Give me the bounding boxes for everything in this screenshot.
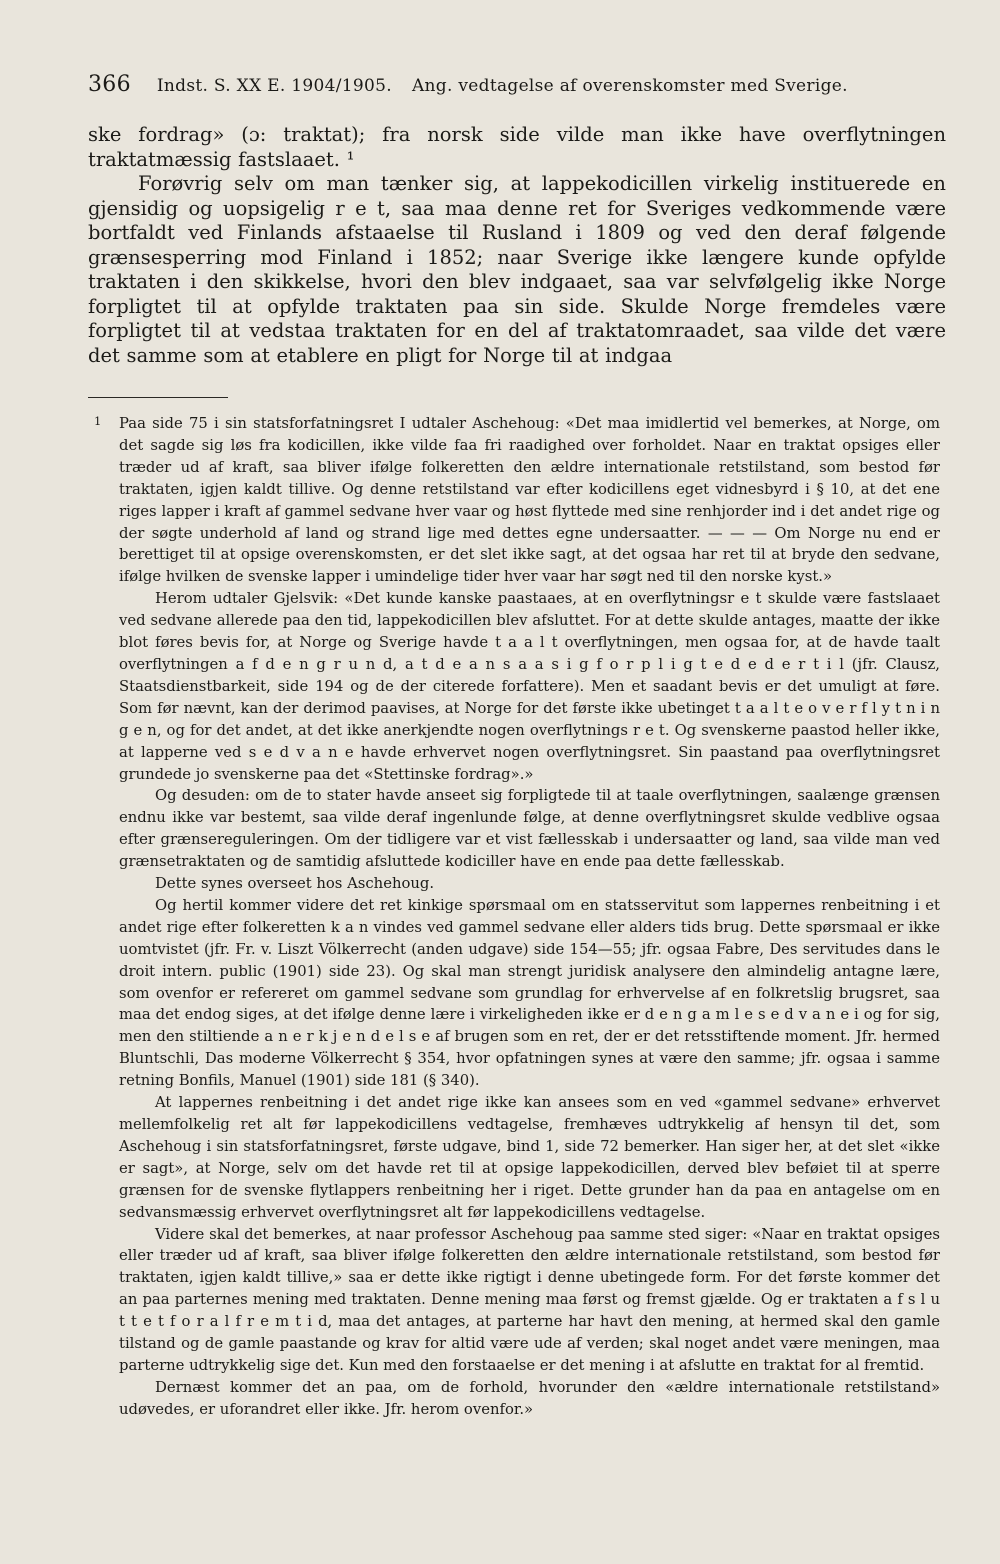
body-paragraph-2: Forøvrig selv om man tænker sig, at lappekodicillen virkelig instituerede en gjensidig og uopsigelig r e t, saa maa denne ret for Sveriges vedkommende være bortfaldt ved Finlands afstaaelse til Rusland i 1809 og ved den deraf følgende grænsesperring mod Finland i 1852; naar Sverige ikke længere kunde opfylde traktaten i den skikkelse, hvori den blev indgaaet, saa var selvfølgelig ikke Norge forpligtet til at opfylde traktaten paa sin side. Skulde Norge fremdeles være forpligtet til at vedstaa traktaten for en del af traktatomraadet, saa vilde det være det samme som at etablere en pligt for Norge til at indgaa [88, 172, 946, 367]
footnote-paragraph-7: Videre skal det bemerkes, at naar professor Aschehoug paa samme sted siger: «Naar en traktat opsiges eller træder ud af kraft, saa bliver ifølge folkeretten den ældre internationale retstilstand, som bestod før traktaten, igjen kaldt tillive,» saa er dette ikke rigtigt i denne ubetingede form. For det første kommer det an paa parternes mening med traktaten. Denne mening maa først og fremst gjælde. Og er traktaten a f s l u t t e t f o r a l f r e m t i d, maa det antages, at parterne har havt den mening, at hermed skal den gamle tilstand og de gamle paastande og krav for altid være ude af verden; skal noget andet være meningen, maa parterne udtrykkelig sige det. Kun med den forstaaelse er det mening i at afslutte en traktat for al fremtid. [119, 1225, 940, 1374]
footnote-marker: 1 [94, 414, 102, 428]
publication-title: Indst. S. XX E. 1904/1905. [156, 76, 392, 96]
footnote-divider [88, 397, 228, 398]
footnote-paragraph-3: Og desuden: om de to stater havde anseet sig forpligtede til at taale overflytningen, saalænge grænsen endnu ikke var bestemt, saa vilde deraf ingenlunde følge, at denne overflytningsret skulde vedblive ogsaa efter grænsereguleringen. Om der tidligere var et vist fællesskab i undersaatter og land, saa vilde man ved grænsetraktaten og de samtidig afsluttede kodiciller have en ende paa dette fællesskab. [119, 787, 940, 871]
footnote-paragraph-1 [88, 413, 940, 588]
page-number: 366 [88, 72, 131, 97]
footnote-paragraph-1-text: Paa side 75 i sin statsforfatningsret I udtaler Aschehoug: «Det maa imidlertid vel bemerkes, at Norge, om det sagde sig løs fra kodicillen, ikke vilde faa fri raadighed over forholdet. Naar en traktat opsiges eller træder ud af kraft, saa bliver ifølge folkeretten den ældre internationale retstilstand, som bestod før traktaten, igjen kaldt tillive. Og denne retstilstand var efter kodicillens eget vidnesbyrd i § 10, at det ene riges lapper i kraft af gammel sedvane hver vaar og høst flyttede med sine renhjorder ind i det andet rige og der søgte underhold af land og strand lige med dettes egne undersaatter. — — — Om Norge nu end er berettiget til at opsige overenskomsten, er det slet ikke sagt, at det ogsaa har ret til at bryde den sedvane, ifølge hvilken de svenske lapper i umindelige tider hver vaar har søgt ned til den norske kyst.» [119, 415, 940, 586]
main-text [88, 123, 946, 368]
footnote-paragraph-4: Dette synes overseet hos Aschehoug. [155, 875, 435, 893]
footnote-paragraph-8: Dernæst kommer det an paa, om de forhold, hvorunder den «ældre internationale retstilstand» udøvedes, er uforandret eller ikke. Jfr. herom ovenfor.» [119, 1378, 940, 1418]
running-head: Ang. vedtagelse af overenskomster med Sverige. [411, 76, 848, 96]
running-header [88, 72, 918, 97]
footnote-paragraph-5: Og hertil kommer videre det ret kinkige spørsmaal om en statsservitut som lappernes renbeitning i et andet rige efter folkeretten k a n vindes ved gammel sedvane eller alders tids brug. Dette spørsmaal er ikke uomtvistet (jfr. Fr. v. Liszt Völkerrecht (anden udgave) side 154—55; jfr. ogsaa Fabre, Des servitudes dans le droit intern. public (1901) side 23). Og skal man strengt juridisk analysere den almindelig antagne lære, som ovenfor er refereret om gammel sedvane som grundlag for erhvervelse af en folkretslig brugsret, saa maa det endog siges, at det ifølge denne lære i virkeligheden ikke er d e n g a m l e s e d v a n e i og for sig, men den stiltiende a n e r k j e n d e l s e af brugen som en ret, der er det retsstiftende moment. Jfr. hermed Bluntschli, Das moderne Völkerrecht § 354, hvor opfatningen synes at være den samme; jfr. ogsaa i samme retning Bonfils, Manuel (1901) side 181 (§ 340). [119, 896, 940, 1090]
body-paragraph-1: ske fordrag» (ɔ: traktat); fra norsk side vilde man ikke have overflytningen traktatmæssig fastslaaet. ¹ [88, 123, 946, 171]
footnote-paragraph-6: At lappernes renbeitning i det andet rige ikke kan ansees som en ved «gammel sedvane» erhvervet mellemfolkelig ret alt før lappekodicillens vedtagelse, fremhæves udtrykkelig af hensyn til det, som Aschehoug i sin statsforfatningsret, første udgave, bind 1, side 72 bemerker. Han siger her, at det slet «ikke er sagt», at Norge, selv om det havde ret til at opsige lappekodicillen, derved blev beføiet til at sperre grænsen for de svenske flytlappers renbeitning her i riget. Dette grunder han da paa en antagelse om en sedvansmæssig erhvervet overflytningsret alt før lappekodicillens vedtagelse. [119, 1094, 940, 1221]
footnote-paragraph-2: Herom udtaler Gjelsvik: «Det kunde kanske paastaaes, at en overflytningsr e t skulde være fastslaaet ved sedvane allerede paa den tid, lappekodicillen blev afsluttet. For at dette skulde antages, maatte der ikke blot føres bevis for, at Norge og Sverige havde t a a l t overflytningen, men ogsaa for, at de havde taalt overflytningen a f d e n g r u n d, a t d e a n s a a s i g f o r p l i g t e d e d e r t i l (jfr. Clausz, Staatsdienstbarkeit, side 194 og de der citerede forfattere). Men et saadant bevis er det umuligt at føre. Som før nævnt, kan der derimod paavises, at Norge for det første ikke ubetinget t a a l t e o v e r f l y t n i n g e n, og for det andet, at det ikke anerkjendte nogen overflytnings r e t. Og svenskerne paastod heller ikke, at lapperne ved s e d v a n e havde erhvervet nogen overflytningsret. Sin paastand paa overflytningsret grundede jo svenskerne paa det «Stettinske fordrag».» [119, 590, 940, 783]
footnote [88, 413, 940, 1421]
